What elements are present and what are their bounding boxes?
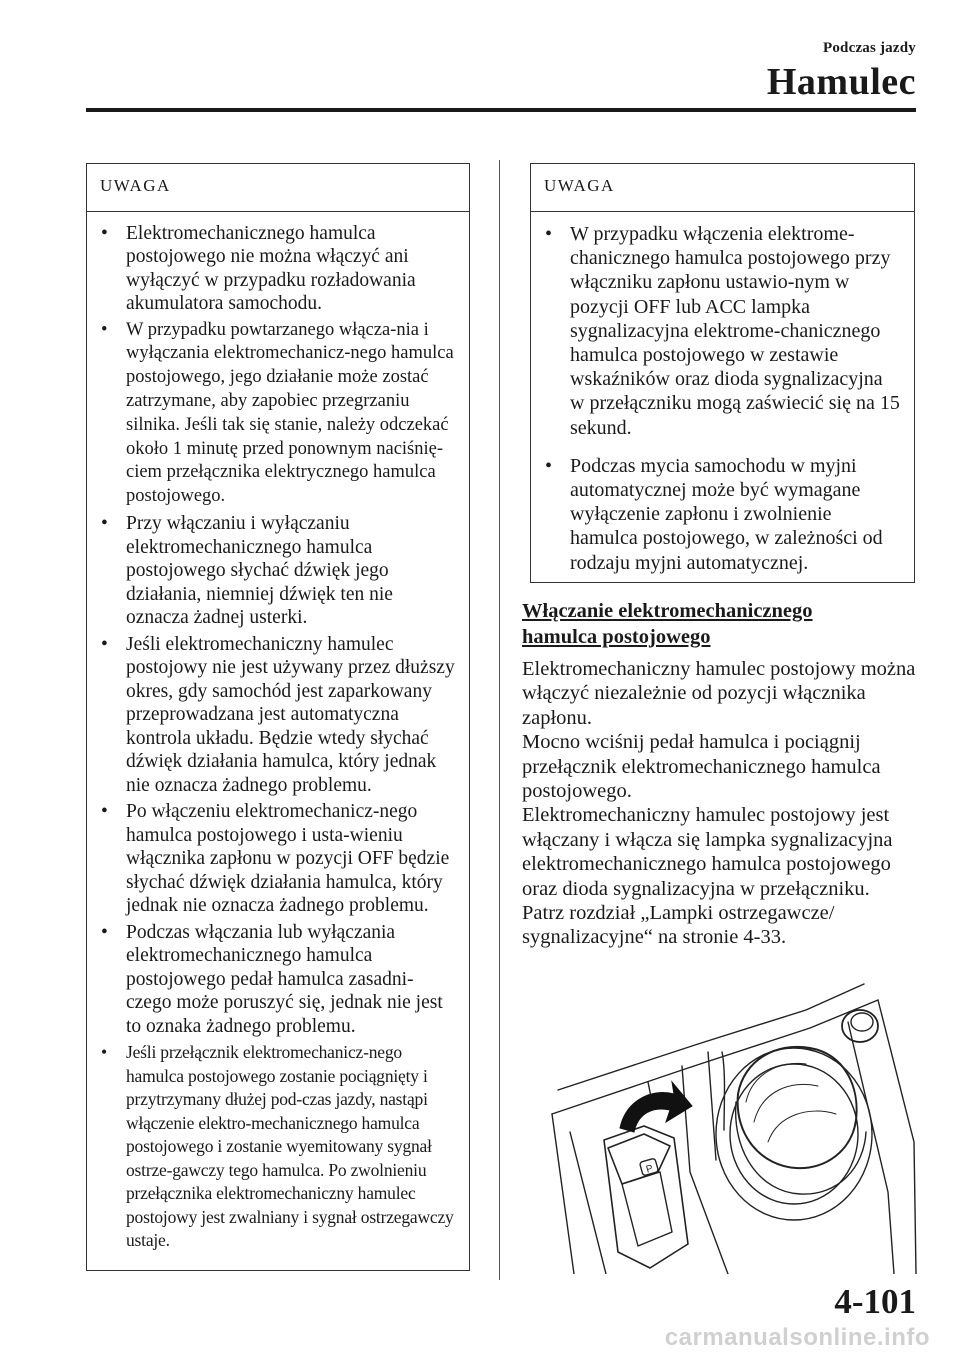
watermark: carmanualsonline.info [664,1324,930,1351]
bullet-icon: • [545,454,553,477]
note-item: • Jeśli elektromechaniczny hamulec postojowy nie jest używany przez dłuższy okres, gdy samochód jest zaparkowany przeprowadzana jest automatyczna kontrola układu. Będzie wtedy słychać dźwięk działania hamulca, który jednak nie oznacza żadnego problemu. [101,633,455,796]
paragraph: Elektromechaniczny hamulec postojowy jest włączany i włącza się lampka sygnalizacyjna elektromechanicznego hamulca postojowego oraz dioda sygnalizacyjna w przełączniku. [522,804,893,900]
switch-housing [604,1126,688,1268]
note-item: • W przypadku włączenia elektrome-chanicznego hamulca postojowego przy włączniku zapłonu ustawio-nym w pozycji OFF lub ACC lampka sygnalizacyjna elektrome-chanicznego hamulca postojowego w zestawie wskaźników oraz dioda sygnalizacyjna w przełączniku mogą zaświecić się na 15 sekund. [545,223,900,439]
note-item: • Jeśli przełącznik elektromechanicz-nego hamulca postojowego zostanie pociągnięty i przytrzymany dłużej pod-czas jazdy, nastąpi włączenie elektro-mechanicznego hamulca postojowego i zostanie wyemitowany sygnał ostrze-gawczy tego hamulca. Po zwolnieniu przełącznika elektromechaniczny hamulec postojowy jest zwalniany i sygnał ostrzegawczy ustaje. [101,1042,454,1250]
page-number: 4-101 [834,1282,916,1321]
note-heading: UWAGA [87,164,469,212]
note-box-left [86,163,470,1271]
console-trim [708,1052,716,1160]
paragraph: Elektromechaniczny hamulec postojowy można włączyć niezależnie od pozycji włącznika zapłonu. [522,658,916,729]
note-item: • W przypadku powtarzanego włącza-nia i wyłączania elektromechanicz-nego hamulca postojowego, jego działanie może zostać zatrzymane, aby zapobiec przegrzaniu silnika. Jeśli tak się stanie, należy odczekać około 1 minutę przed ponownym naciśnię-ciem przełącznika elektrycznego hamulca postojowego. [101,319,454,507]
bullet-icon: • [101,513,108,534]
section-title: Hamulec [766,61,916,103]
subheading-line: hamulca postojowego [522,626,711,648]
switch-lower [622,1172,672,1246]
section-label: Podczas jazdy [822,40,916,56]
bullet-icon: • [101,801,108,822]
console-drawing [548,982,918,1274]
dial-body [738,1047,857,1168]
paragraph: Patrz rozdział „Lampki ostrzegawcze/ sygnalizacyjne“ na stronie 4-33. [522,902,835,949]
console-edge [570,1132,606,1274]
bullet-icon: • [101,1042,107,1062]
header-rule [86,108,916,112]
note-item: • Przy włączaniu i wyłączaniu elektromechanicznego hamulca postojowego słychać dźwięk jego działania, niemniej dźwięk ten nie oznacza żadnej usterki. [101,513,393,628]
bullet-icon: • [101,921,108,943]
subheading-line: Włączanie elektromechanicznego [522,600,813,622]
note-heading: UWAGA [531,164,914,212]
subheading [522,598,912,650]
console-trim [722,1052,725,1130]
small-knob-top [851,1013,873,1031]
switch-symbol: P [644,1163,655,1176]
note-list [531,212,914,575]
console-trim [682,1066,728,1274]
note-box-right [530,163,915,583]
parking-brake-switch-illustration [548,982,918,1274]
bullet-icon: • [101,633,108,655]
paragraph: Mocno wciśnij pedał hamulca i pociągnij przełącznik elektromechanicznego hamulca postojowego. [522,731,881,803]
note-list [87,212,469,1253]
note-item: • Podczas mycia samochodu w myjni automatycznej może być wymagane wyłączenie zapłonu i zwolnienie hamulca postojowego, w zależności od rodzaju myjni automatycznej. [545,454,883,574]
note-item: • Elektromechanicznego hamulca postojowego nie można włączyć ani wyłączyć w przypadku rozładowania akumulatora samochodu. [101,223,416,315]
console-edge [878,1000,916,1274]
console-edge [552,1114,574,1274]
pull-arrow-icon [620,1082,692,1132]
console-edge [558,984,864,1090]
note-item: • Po włączeniu elektromechanicz-nego hamulca postojowego i usta-wieniu włącznika zapłonu w pozycji OFF będzie słychać dźwięk działania hamulca, który jednak nie oznacza żadnego problemu. [101,801,450,916]
body-text [522,657,922,950]
bullet-icon: • [101,223,108,244]
column-divider [499,160,500,1280]
note-item: • Podczas włączania lub wyłączania elektromechanicznego hamulca postojowego pedał hamulca zasadni-czego może poruszyć się, jednak nie jest to oznaka żadnego problemu. [101,921,443,1037]
dial-base [716,1048,872,1220]
bullet-icon: • [101,319,108,340]
bullet-icon: • [545,223,553,245]
